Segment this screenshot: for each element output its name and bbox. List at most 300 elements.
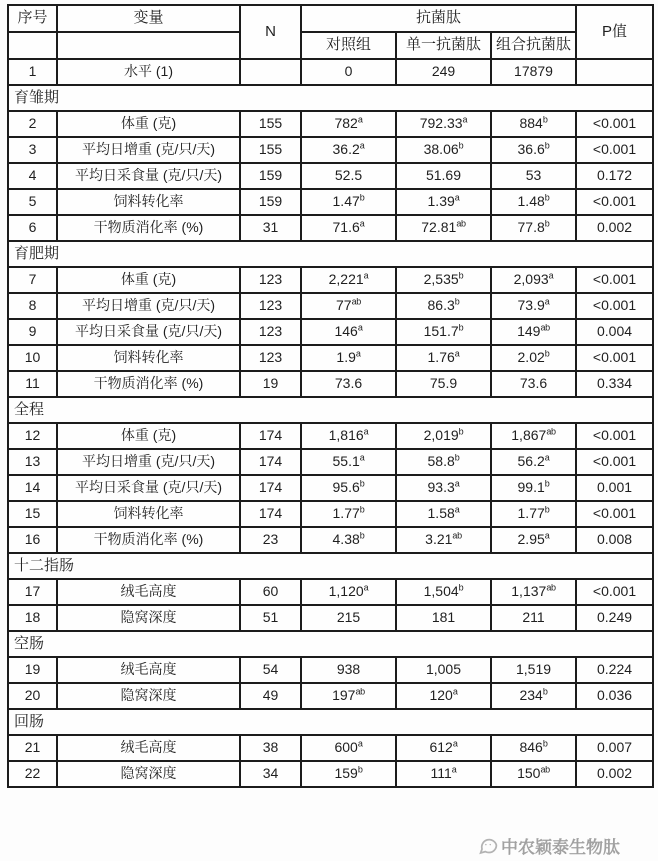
cell-combo: [491, 293, 576, 319]
table-row: [8, 761, 653, 787]
cell-no: 8: [8, 293, 57, 319]
cell-control: [301, 59, 396, 85]
cell-single: [396, 527, 491, 553]
cell-n: 34: [240, 761, 301, 787]
cell-n: 123: [240, 267, 301, 293]
cell-variable: 平均日增重 (克/只/天): [57, 449, 240, 475]
table-row: [8, 449, 653, 475]
cell-control-value: 600: [334, 739, 358, 756]
cell-combo-superscript: ab: [540, 322, 550, 333]
cell-control-value: 938: [336, 661, 361, 678]
table-row: [8, 345, 653, 371]
cell-single: [396, 761, 491, 787]
cell-control-superscript: ab: [351, 296, 361, 307]
cell-n: 155: [240, 111, 301, 137]
cell-no: 16: [8, 527, 57, 553]
cell-no: 4: [8, 163, 57, 189]
table-row: [8, 163, 653, 189]
cell-n: 174: [240, 501, 301, 527]
cell-combo-superscript: b: [544, 478, 550, 489]
cell-single-superscript: b: [458, 322, 464, 333]
cell-combo-value: 99.1: [517, 479, 545, 496]
cell-variable: 水平 (1): [57, 59, 240, 85]
cell-single: [396, 267, 491, 293]
cell-single-superscript: a: [454, 348, 460, 359]
cell-no: 10: [8, 345, 57, 371]
table-row: [8, 371, 653, 397]
cell-combo-superscript: b: [544, 348, 550, 359]
header-empty-no: [8, 32, 57, 59]
table-row: [8, 137, 653, 163]
cell-single-superscript: ab: [456, 218, 466, 229]
cell-single-value: 75.9: [429, 375, 458, 392]
cell-p: 0.002: [576, 761, 653, 787]
cell-no: 14: [8, 475, 57, 501]
cell-p: 0.036: [576, 683, 653, 709]
cell-no: 11: [8, 371, 57, 397]
cell-n: 60: [240, 579, 301, 605]
cell-single: [396, 189, 491, 215]
cell-no: 5: [8, 189, 57, 215]
header-col-variable: 变量: [57, 5, 240, 32]
cell-combo-value: 56.2: [517, 453, 545, 470]
cell-single-superscript: b: [458, 140, 464, 151]
cell-single: [396, 657, 491, 683]
cell-p: <0.001: [576, 423, 653, 449]
cell-n: 49: [240, 683, 301, 709]
cell-single-value: 51.69: [425, 167, 462, 184]
cell-n: 19: [240, 371, 301, 397]
cell-combo-superscript: a: [544, 296, 550, 307]
cell-control: [301, 267, 396, 293]
cell-single-value: 1.58: [427, 505, 455, 522]
cell-single: [396, 137, 491, 163]
cell-no: 20: [8, 683, 57, 709]
cell-no: 6: [8, 215, 57, 241]
cell-combo-superscript: b: [544, 504, 550, 515]
table-row: [8, 267, 653, 293]
cell-combo: [491, 449, 576, 475]
cell-combo-superscript: b: [542, 686, 548, 697]
cell-control: [301, 449, 396, 475]
cell-no: 2: [8, 111, 57, 137]
cell-no: 13: [8, 449, 57, 475]
cell-single-superscript: a: [454, 192, 460, 203]
data-table: [7, 4, 654, 788]
cell-combo: [491, 605, 576, 631]
cell-single-value: 2,535: [423, 271, 459, 288]
cell-control-superscript: b: [359, 530, 365, 541]
cell-combo: [491, 371, 576, 397]
cell-combo-superscript: b: [542, 738, 548, 749]
cell-single: [396, 163, 491, 189]
cell-combo: [491, 111, 576, 137]
cell-combo-value: 211: [522, 609, 545, 626]
cell-single: [396, 683, 491, 709]
cell-combo-value: 36.6: [517, 141, 545, 158]
cell-combo: [491, 163, 576, 189]
cell-control-value: 146: [334, 323, 358, 340]
cell-combo: [491, 189, 576, 215]
cell-control-value: 159: [334, 765, 358, 782]
cell-control-value: 4.38: [332, 531, 360, 548]
cell-combo-value: 149: [517, 323, 541, 340]
table-row: [8, 605, 653, 631]
cell-p: 0.001: [576, 475, 653, 501]
watermark: [478, 833, 620, 858]
cell-single-superscript: b: [454, 296, 460, 307]
cell-single-value: 1.39: [427, 193, 455, 210]
cell-combo-value: 73.9: [517, 297, 545, 314]
cell-combo: [491, 579, 576, 605]
cell-combo-value: 846: [519, 739, 543, 756]
cell-control: [301, 735, 396, 761]
cell-p: 0.224: [576, 657, 653, 683]
cell-p: 0.004: [576, 319, 653, 345]
cell-p: <0.001: [576, 137, 653, 163]
cell-control-value: 1,816: [328, 427, 364, 444]
table-row: [8, 215, 653, 241]
cell-control: [301, 761, 396, 787]
table-row: [8, 475, 653, 501]
cell-single-value: 249: [431, 63, 456, 80]
cell-single-value: 1.76: [427, 349, 455, 366]
cell-variable: 平均日采食量 (克/只/天): [57, 163, 240, 189]
cell-control-value: 95.6: [332, 479, 360, 496]
cell-control-superscript: a: [357, 114, 363, 125]
cell-combo: [491, 215, 576, 241]
cell-single-value: 792.33: [419, 115, 463, 132]
cell-single: [396, 293, 491, 319]
cell-control: [301, 189, 396, 215]
table-row: [8, 59, 653, 85]
cell-single-value: 72.81: [421, 219, 457, 236]
cell-single: [396, 475, 491, 501]
cell-control: [301, 371, 396, 397]
cell-control: [301, 683, 396, 709]
section-row: [8, 631, 653, 657]
cell-combo-value: 73.6: [519, 375, 548, 392]
cell-control-superscript: b: [359, 504, 365, 515]
cell-variable: 绒毛高度: [57, 579, 240, 605]
cell-control-value: 77: [336, 297, 352, 314]
cell-control-superscript: a: [359, 218, 365, 229]
cell-control: [301, 293, 396, 319]
watermark-speech-bubble-logo-icon: [478, 835, 499, 856]
table-row: [8, 735, 653, 761]
cell-variable: 饲料转化率: [57, 345, 240, 371]
cell-variable: 平均日增重 (克/只/天): [57, 137, 240, 163]
cell-single-value: 120: [429, 687, 453, 704]
cell-combo-value: 53: [525, 167, 542, 184]
cell-control-value: 1.47: [332, 193, 360, 210]
cell-single-superscript: a: [452, 738, 458, 749]
cell-single: [396, 735, 491, 761]
cell-n: 123: [240, 345, 301, 371]
section-title: 育雏期: [8, 85, 653, 111]
section-title: 十二指肠: [8, 553, 653, 579]
cell-control: [301, 605, 396, 631]
cell-combo: [491, 501, 576, 527]
cell-single-superscript: b: [454, 452, 460, 463]
cell-no: 12: [8, 423, 57, 449]
cell-variable: 平均日增重 (克/只/天): [57, 293, 240, 319]
cell-combo-superscript: b: [544, 192, 550, 203]
cell-combo-value: 2,093: [513, 271, 549, 288]
cell-control-superscript: a: [357, 738, 363, 749]
cell-control: [301, 579, 396, 605]
cell-control-superscript: b: [359, 192, 365, 203]
cell-single-superscript: b: [458, 270, 464, 281]
cell-single-superscript: a: [451, 764, 457, 775]
cell-control: [301, 501, 396, 527]
cell-control-value: 1,120: [328, 583, 364, 600]
cell-single-value: 1,504: [423, 583, 459, 600]
cell-n: 159: [240, 163, 301, 189]
cell-n: 51: [240, 605, 301, 631]
cell-control: [301, 423, 396, 449]
cell-variable: 饲料转化率: [57, 501, 240, 527]
table-row: [8, 319, 653, 345]
cell-control-value: 215: [336, 609, 361, 626]
table-row: [8, 189, 653, 215]
cell-single-value: 2,019: [423, 427, 459, 444]
cell-variable: 干物质消化率 (%): [57, 215, 240, 241]
header-col-combo: 组合抗菌肽: [491, 32, 576, 59]
cell-combo-value: 2.95: [517, 531, 545, 548]
cell-combo-superscript: ab: [540, 764, 550, 775]
cell-control-value: 0: [344, 63, 353, 80]
cell-n: 31: [240, 215, 301, 241]
cell-variable: 干物质消化率 (%): [57, 527, 240, 553]
cell-single-value: 93.3: [427, 479, 455, 496]
cell-control: [301, 657, 396, 683]
cell-control: [301, 319, 396, 345]
cell-combo-value: 1.77: [517, 505, 545, 522]
cell-single-value: 38.06: [423, 141, 459, 158]
cell-combo-value: 234: [519, 687, 543, 704]
cell-control: [301, 475, 396, 501]
cell-control-superscript: a: [355, 348, 361, 359]
cell-single-superscript: b: [458, 582, 464, 593]
cell-single-superscript: a: [454, 504, 460, 515]
cell-control-value: 36.2: [332, 141, 360, 158]
cell-n: 174: [240, 449, 301, 475]
cell-single-value: 86.3: [427, 297, 455, 314]
cell-n: 123: [240, 319, 301, 345]
section-title: 育肥期: [8, 241, 653, 267]
cell-single-value: 1,005: [425, 661, 462, 678]
cell-control: [301, 215, 396, 241]
cell-single: [396, 319, 491, 345]
cell-no: 9: [8, 319, 57, 345]
cell-variable: 平均日采食量 (克/只/天): [57, 319, 240, 345]
cell-combo-superscript: b: [544, 218, 550, 229]
watermark-text: 中农颖泰生物肽: [501, 838, 620, 857]
cell-single-superscript: a: [454, 478, 460, 489]
cell-no: 3: [8, 137, 57, 163]
cell-p: <0.001: [576, 449, 653, 475]
cell-combo-value: 150: [517, 765, 541, 782]
cell-control: [301, 137, 396, 163]
cell-combo: [491, 423, 576, 449]
cell-control-superscript: a: [363, 270, 369, 281]
cell-single-superscript: a: [462, 114, 468, 125]
cell-n: 54: [240, 657, 301, 683]
cell-single-superscript: a: [452, 686, 458, 697]
cell-p: 0.007: [576, 735, 653, 761]
cell-combo: [491, 475, 576, 501]
cell-combo-value: 1,867: [511, 427, 547, 444]
cell-variable: 干物质消化率 (%): [57, 371, 240, 397]
table-body: [8, 59, 653, 787]
cell-control-superscript: a: [363, 426, 369, 437]
cell-variable: 绒毛高度: [57, 735, 240, 761]
cell-combo: [491, 761, 576, 787]
cell-single: [396, 345, 491, 371]
section-title: 全程: [8, 397, 653, 423]
table-row: [8, 657, 653, 683]
cell-variable: 隐窝深度: [57, 683, 240, 709]
cell-combo-superscript: a: [548, 270, 554, 281]
cell-no: 18: [8, 605, 57, 631]
cell-control: [301, 163, 396, 189]
cell-n: 174: [240, 423, 301, 449]
cell-combo-value: 1,137: [511, 583, 547, 600]
cell-p: [576, 59, 653, 85]
cell-combo: [491, 683, 576, 709]
cell-no: 15: [8, 501, 57, 527]
cell-combo: [491, 267, 576, 293]
cell-single-value: 612: [429, 739, 453, 756]
cell-p: <0.001: [576, 267, 653, 293]
header-empty-variable: [57, 32, 240, 59]
cell-variable: 饲料转化率: [57, 189, 240, 215]
cell-control-superscript: b: [359, 478, 365, 489]
cell-p: <0.001: [576, 579, 653, 605]
cell-control: [301, 111, 396, 137]
cell-p: <0.001: [576, 189, 653, 215]
cell-single: [396, 579, 491, 605]
header-col-control: 对照组: [301, 32, 396, 59]
cell-no: 19: [8, 657, 57, 683]
cell-variable: 隐窝深度: [57, 761, 240, 787]
cell-single: [396, 605, 491, 631]
cell-variable: 平均日采食量 (克/只/天): [57, 475, 240, 501]
cell-control: [301, 527, 396, 553]
table-row: [8, 527, 653, 553]
cell-combo: [491, 657, 576, 683]
header-col-n: N: [240, 5, 301, 59]
cell-variable: 隐窝深度: [57, 605, 240, 631]
cell-control-superscript: a: [359, 140, 365, 151]
table-row: [8, 501, 653, 527]
header-group-amp: 抗菌肽: [301, 5, 576, 32]
cell-combo-superscript: ab: [546, 426, 556, 437]
cell-control-value: 782: [334, 115, 358, 132]
header-row-sub: [8, 32, 653, 59]
section-title: 空肠: [8, 631, 653, 657]
cell-control-value: 55.1: [332, 453, 360, 470]
cell-single: [396, 371, 491, 397]
section-row: [8, 553, 653, 579]
cell-control-superscript: a: [363, 582, 369, 593]
table-row: [8, 579, 653, 605]
cell-n: 155: [240, 137, 301, 163]
cell-single-superscript: b: [458, 426, 464, 437]
cell-variable: 体重 (克): [57, 111, 240, 137]
cell-control-value: 1.77: [332, 505, 360, 522]
cell-combo-value: 1.48: [517, 193, 545, 210]
section-row: [8, 709, 653, 735]
cell-single: [396, 215, 491, 241]
cell-single-value: 181: [431, 609, 456, 626]
cell-combo-value: 17879: [514, 63, 553, 80]
cell-control-superscript: ab: [355, 686, 365, 697]
cell-control-value: 2,221: [328, 271, 364, 288]
table-row: [8, 293, 653, 319]
cell-combo-value: 884: [519, 115, 543, 132]
table-row: [8, 683, 653, 709]
header-col-single: 单一抗菌肽: [396, 32, 491, 59]
cell-control-superscript: a: [359, 452, 365, 463]
cell-p: 0.008: [576, 527, 653, 553]
cell-combo: [491, 137, 576, 163]
header-row-top: [8, 5, 653, 32]
cell-n: 38: [240, 735, 301, 761]
cell-no: 21: [8, 735, 57, 761]
cell-combo: [491, 319, 576, 345]
cell-variable: 体重 (克): [57, 267, 240, 293]
cell-single: [396, 111, 491, 137]
cell-combo: [491, 345, 576, 371]
cell-p: 0.172: [576, 163, 653, 189]
header-col-p: P值: [576, 5, 653, 59]
cell-single: [396, 449, 491, 475]
cell-combo-value: 1,519: [515, 661, 552, 678]
cell-combo-superscript: b: [544, 140, 550, 151]
cell-control-value: 52.5: [334, 167, 363, 184]
cell-n: [240, 59, 301, 85]
cell-control: [301, 345, 396, 371]
cell-control-value: 71.6: [332, 219, 360, 236]
cell-p: <0.001: [576, 501, 653, 527]
table-row: [8, 111, 653, 137]
section-row: [8, 397, 653, 423]
header-col-no: 序号: [8, 5, 57, 32]
cell-n: 159: [240, 189, 301, 215]
cell-single-value: 151.7: [423, 323, 459, 340]
cell-p: <0.001: [576, 345, 653, 371]
section-row: [8, 85, 653, 111]
cell-combo-superscript: a: [544, 452, 550, 463]
cell-no: 17: [8, 579, 57, 605]
section-title: 回肠: [8, 709, 653, 735]
cell-variable: 绒毛高度: [57, 657, 240, 683]
cell-n: 123: [240, 293, 301, 319]
cell-combo-superscript: ab: [546, 582, 556, 593]
cell-single-value: 111: [430, 765, 452, 782]
cell-p: <0.001: [576, 111, 653, 137]
cell-no: 7: [8, 267, 57, 293]
cell-combo: [491, 527, 576, 553]
cell-no: 1: [8, 59, 57, 85]
table-row: [8, 423, 653, 449]
cell-p: <0.001: [576, 293, 653, 319]
table-header: [8, 5, 653, 59]
cell-combo-value: 2.02: [517, 349, 545, 366]
cell-p: 0.249: [576, 605, 653, 631]
